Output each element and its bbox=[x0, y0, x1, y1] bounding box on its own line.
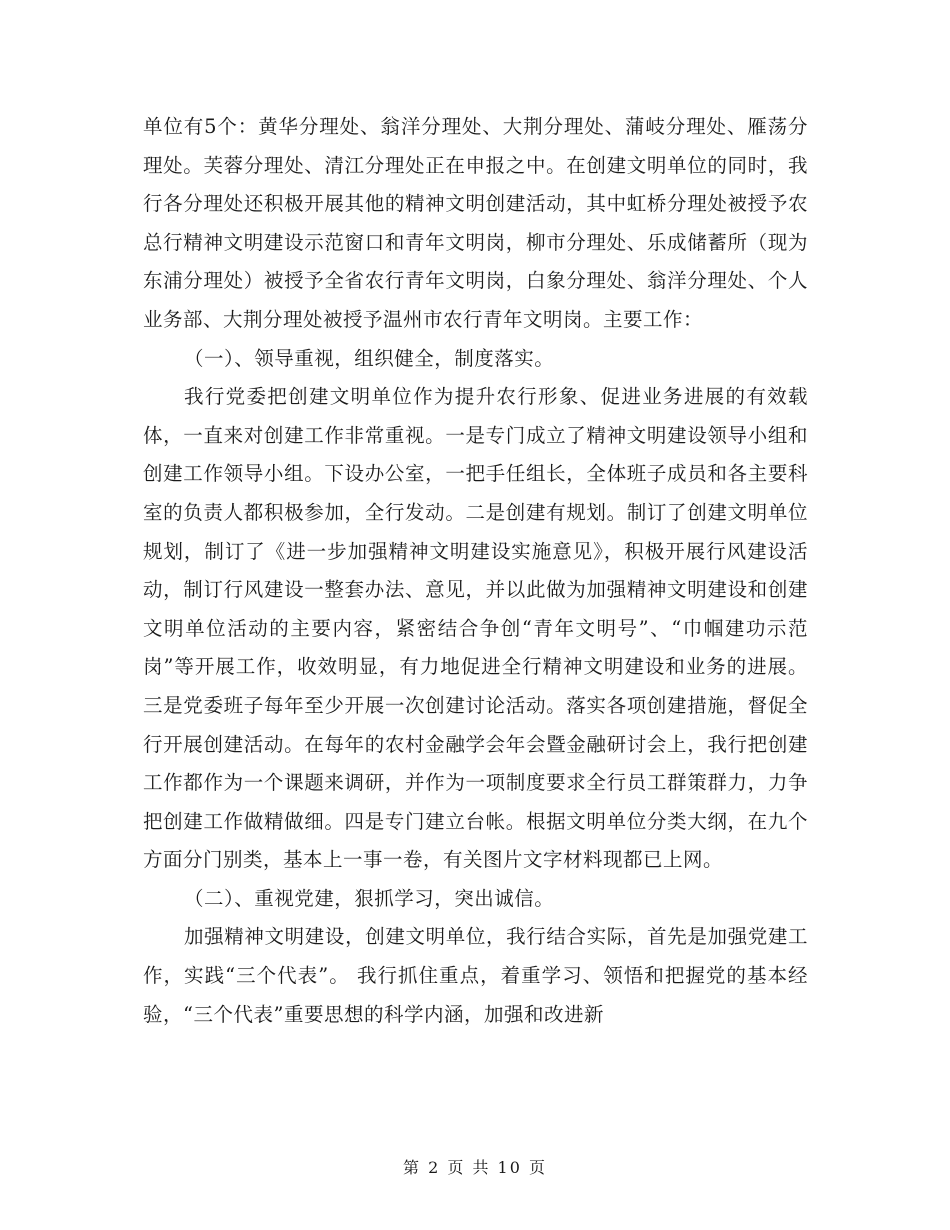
section-heading-2: （二）、重视党建，狠抓学习，突出诚信。 bbox=[184, 886, 555, 910]
paragraph-section-2: 加强精神文明建设，创建文明单位，我行结合实际，首先是加强党建工作，实践“三个代表”。 我行抓住重点，着重学习、领悟和把握党的基本经验，“三个代表”重要思想的科学内涵，加强和改进新 bbox=[143, 925, 808, 1026]
paragraph-continuation: 单位有5个：黄华分理处、翁洋分理处、大荆分理处、蒲岐分理处、雁荡分理处。芙蓉分理处、清江分理处正在申报之中。在创建文明单位的同时，我行各分理处还积极开展其他的精神文明创建活动，其中虹桥分理处被授予农总行精神文明建设示范窗口和青年文明岗，柳市分理处、乐成储蓄所（现为东浦分理处）被授予全省农行青年文明岗，白象分理处、翁洋分理处、个人业务部、大荆分理处被授予温州市农行青年文明岗。主要工作： bbox=[143, 115, 808, 331]
paragraph-section-1: 我行党委把创建文明单位作为提升农行形象、促进业务进展的有效载体，一直来对创建工作非常重视。一是专门成立了精神文明建设领导小组和创建工作领导小组。下设办公室，一把手任组长，全体班子成员和各主要科室的负责人都积极参加，全行发动。二是创建有规划。制订了创建文明单位规划，制订了《进一步加强精神文明建设实施意见》，积极开展行风建设活动，制订行风建设一整套办法、意见，并以此做为加强精神文明建设和创建文明单位活动的主要内容，紧密结合争创“青年文明号”、“巾帼建功示范岗”等开展工作，收效明显，有力地促进全行精神文明建设和业务的进展。三是党委班子每年至少开展一次创建讨论活动。落实各项创建措施，督促全行开展创建活动。在每年的农村金融学会年会暨金融研讨会上，我行把创建工作都作为一个课题来调研，并作为一项制度要求全行员工群策群力，力争把创建工作做精做细。四是专门建立台帐。根据文明单位分类大纲，在九个方面分门别类，基本上一事一卷，有关图片文字材料现都已上网。 bbox=[143, 385, 808, 872]
document-body bbox=[143, 108, 808, 1034]
section-heading-1: （一）、领导重视，组织健全，制度落实。 bbox=[184, 346, 555, 370]
page-footer: 第 2 页 共 10 页 bbox=[403, 1158, 547, 1177]
